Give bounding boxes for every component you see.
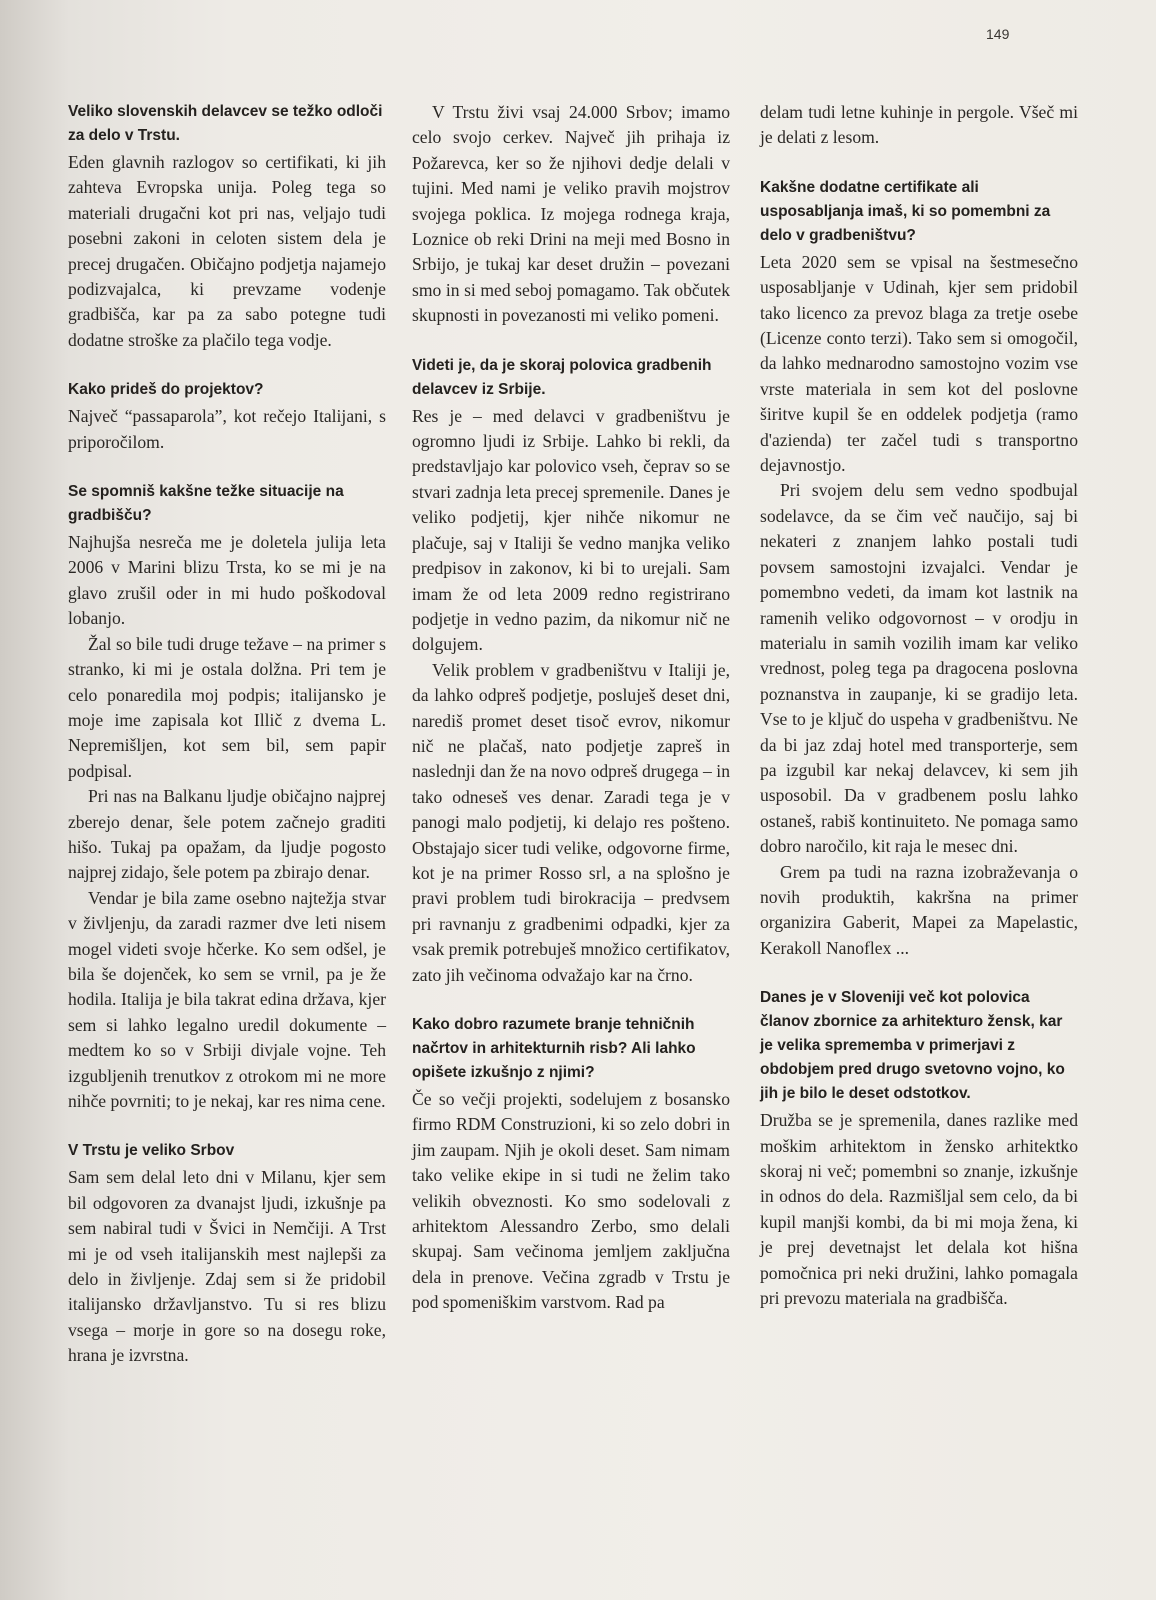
question-heading: Se spomniš kakšne težke situacije na gradbišču? xyxy=(68,483,344,525)
paragraph: Grem pa tudi na razna izobraževanja o novih produktih, kakršna na primer organizira Gaberit, Mapei za Mapelastic, Kerakoll Nanoflex ... xyxy=(760,861,1078,958)
column-2 xyxy=(412,100,730,1316)
question-heading: Veliko slovenskih delavcev se težko odloči za delo v Trstu. xyxy=(68,103,383,144)
paragraph: Pri nas na Balkanu ljudje običajno najprej zberejo denar, šele potem začnejo graditi hišo. Tukaj pa opažam, da ljudje pogosto najprej zidajo, šele potem pa zbirajo denar. xyxy=(68,786,386,883)
paragraph: Eden glavnih razlogov so certifikati, ki jih zahteva Evropska unija. Poleg tega so materiali drugačni kot pri nas, veljajo tudi posebni zakoni in celoten sistem dela je precej drugačen. Običajno podjetja najamejo podizvajalca, ki prevzame vodenje gradbišča, kar pa za sabo potegne tudi dodatne stroške za plačilo tega vodje. xyxy=(68,152,386,350)
paragraph: Pri svojem delu sem vedno spodbujal sodelavce, da se čim več naučijo, saj bi nekateri z znanjem lahko postali tudi povsem samostojni izvajalci. Vendar je pomembno vedeti, da imam kot lastnik na ramenih veliko odgovornost – v orodju in materialu in samih vozilih imam kar veliko vrednost, poleg tega pa dragocena poslovna poznanstva in zaupanje, ki se gradijo leta. Vse to je ključ do uspeha v gradbeništvu. Ne da bi jaz zdaj hotel med transporterje, sem pa izgubil kar nekaj delavcev, ki sem jih usposobil. Da v gradbenem poslu lahko ostaneš, rabiš kontinuiteto. Ne pomaga samo dobro naročilo, kit raja le mesec dni. xyxy=(760,480,1078,857)
question-heading: Kako dobro razumete branje tehničnih načrtov in arhitekturnih risb? Ali lahko opišete izkušnjo z njimi? xyxy=(412,1016,696,1081)
paragraph: Žal so bile tudi druge težave – na primer s stranko, ki mi je ostala dolžna. Pri tem je celo ponaredila moj podpis; italijansko je moje ime zapisala kot Illič z dvema L. Nepremišljen, kot sem bil, sem papir podpisal. xyxy=(68,633,386,781)
paragraph: Sam sem delal leto dni v Milanu, kjer sem bil odgovoren za dvanajst ljudi, izkušnje pa sem nabiral tudi v Švici in Nemčiji. A Trst mi je od vseh italijanskih mest najlepši za delo in življenje. Zdaj sem si že pridobil italijansko državljanstvo. Tu si res blizu vsega – morje in gore so na dosegu roke, hrana je izvrstna. xyxy=(68,1167,386,1366)
question-heading: Kakšne dodatne certifikate ali usposabljanja imaš, ki so pomembni za delo v gradbeništvu? xyxy=(760,178,1051,244)
question-heading: Kako prideš do projektov? xyxy=(68,381,264,399)
paragraph: Družba se je spremenila, danes razlike med moškim arhitektom in žensko arhitektko skoraj ni več; pomembni so znanje, izkušnje in odnos do dela. Razmišljal sem celo, da bi kupil manjši kombi, da bi mi moja žena, ki je prej devetnajst let delala kot hišna pomočnica pri neki družini, lahko pomagala pri prevozu materiala na gradbišča. xyxy=(760,1110,1078,1309)
section-heading: V Trstu je veliko Srbov xyxy=(68,1142,235,1160)
paragraph: Največ “passaparola”, kot rečejo Italijani, s priporočilom. xyxy=(68,406,386,452)
paragraph: V Trstu živi vsaj 24.000 Srbov; imamo celo svojo cerkev. Največ jih prihaja iz Požarevca, ker so že njihovi dedje delali v tujini. Med nami je veliko pravih mojstrov svojega poklica. Iz mojega rodnega kraja, Loznice ob reki Drini na meji med Bosno in Srbijo, je tukaj kar deset družin – povezani smo in si med seboj pomagamo. Tak občutek skupnosti in povezanosti mi veliko pomeni. xyxy=(412,102,730,326)
paragraph: Če so večji projekti, sodelujem z bosansko firmo RDM Construzioni, ki so zelo dobri in jim zaupam. Njih je okoli deset. Sam nimam tako velike ekipe in si tudi ne želim tako velikih obveznosti. Ko smo sodelovali z arhitektom Alessandro Zerbo, smo delali skupaj. Sam večinoma jemljem zaključna dela in prenove. Večina zgradb v Trstu je pod spomeniškim varstvom. Rad pa xyxy=(412,1089,730,1313)
paragraph: Leta 2020 sem se vpisal na šestmesečno usposabljanje v Udinah, kjer sem pridobil tako licenco za prevoz blaga za tretje osebe (Licenze conto terzi). Tako sem si omogočil, da lahko mednarodno samostojno vozim vse vrste materiala in sem kot del poslovne širitve kupil še en oddelek podjetja (ramo d'azienda) ter začel tudi s transportno dejavnostjo. xyxy=(760,251,1078,476)
question-heading: Videti je, da je skoraj polovica gradbenih delavcev iz Srbije. xyxy=(412,356,712,398)
question-heading: Danes je v Sloveniji več kot polovica članov zbornice za arhitekturo žensk, kar je velika sprememba v primerjavi z obdobjem pred drugo svetovno vojno, ko jih je bilo le deset odstotkov. xyxy=(760,989,1065,1103)
column-3 xyxy=(760,100,1078,1311)
paragraph: Vendar je bila zame osebno najtežja stvar v življenju, da zaradi razmer dve leti nisem mogel videti svoje hčerke. Ko sem odšel, je bila še dojenček, ko sem se vrnil, pa je že hodila. Italija je bila takrat edina država, kjer sem si lahko legalno uredil dokumente – medtem ko so v Srbiji divjale vojne. Teh izgubljenih trenutkov z otrokom mi ne more nihče povrniti; to je nekaj, kar res nima cene. xyxy=(68,887,386,1111)
paragraph: Najhujša nesreča me je doletela julija leta 2006 v Marini blizu Trsta, ko se mi je na glavo zrušil oder in mi hudo poškodoval lobanjo. xyxy=(68,532,386,629)
paragraph: Res je – med delavci v gradbeništvu je ogromno ljudi iz Srbije. Lahko bi rekli, da predstavljajo kar polovico vseh, čeprav so se stvari zadnja leta precej spremenile. Danes je veliko podjetij, kjer nihče nikomur ne plačuje, saj v Italiji še vedno manjka veliko predpisov in zakonov, ki bi to urejali. Sam imam že od leta 2009 redno registrirano podjetje in vedno pazim, da nikomur nič ne dolgujem. xyxy=(412,405,731,655)
page-number: 149 xyxy=(986,26,1010,42)
paragraph: delam tudi letne kuhinje in pergole. Všeč mi je delati z lesom. xyxy=(760,102,1078,148)
paragraph: Velik problem v gradbeništvu v Italiji je, da lahko odpreš podjetje, posluješ deset dni, narediš promet deset tisoč evrov, nikomur nič ne plačaš, nato podjetje zapreš in naslednji dan že na novo odpreš drugega – in tako odneseš ves denar. Zaradi tega je v panogi malo podjetij, ki delajo res pošteno. Obstajajo sicer tudi velike, odgovorne firme, kot je na primer Rosso srl, a na splošno je pravi problem tudi birokracija – predvsem pri ravnanju z gradbenimi odpadki, kjer za vsak premik potrebuješ množico certifikatov, zato jih večinoma odvažajo kar na črno. xyxy=(412,659,730,985)
column-1 xyxy=(68,100,386,1369)
